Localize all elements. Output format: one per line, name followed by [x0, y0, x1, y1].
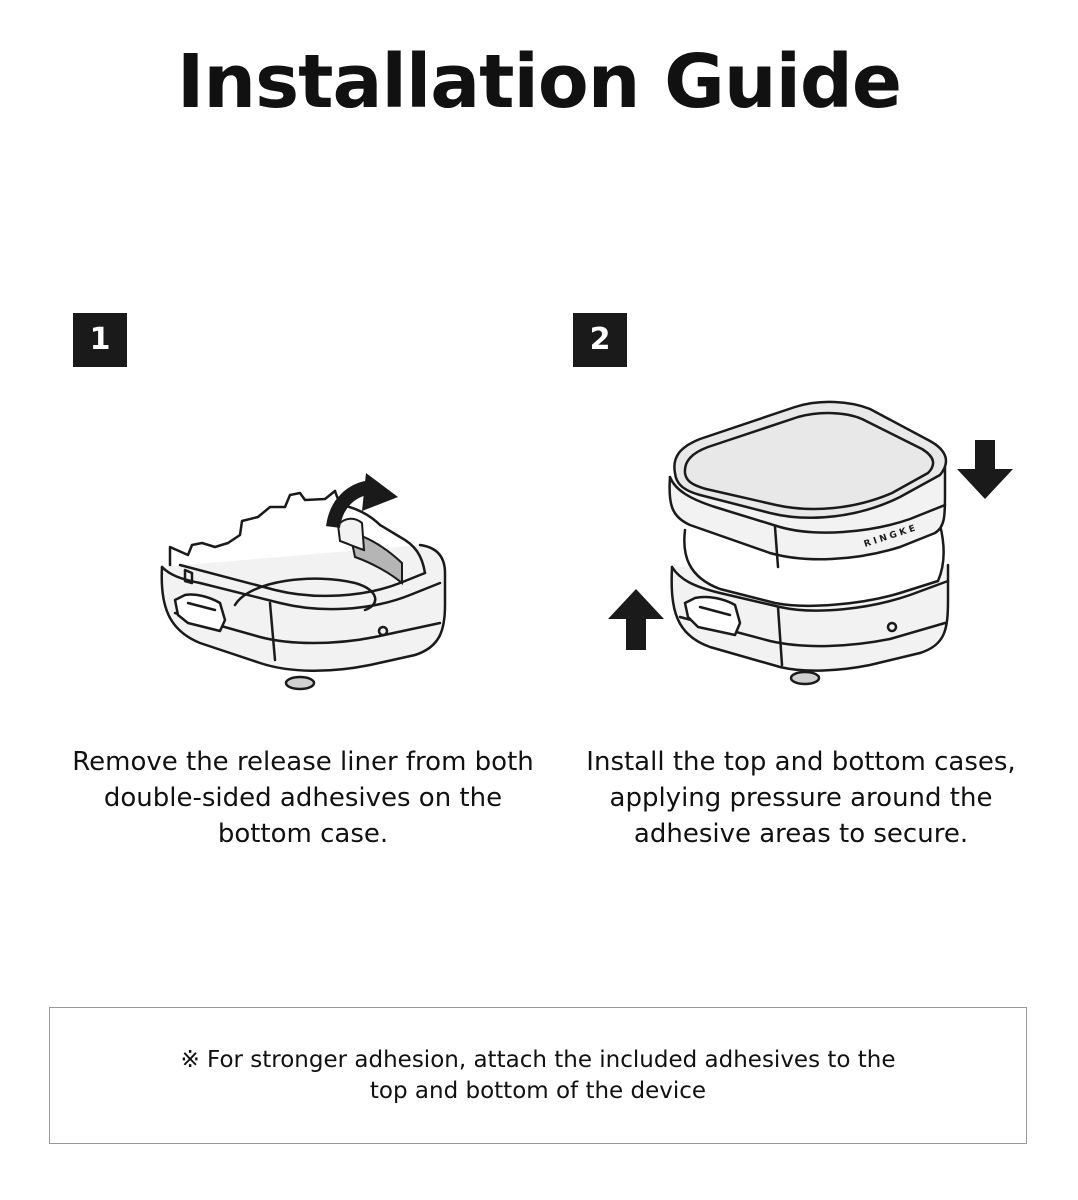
- step-1-badge: 1: [73, 313, 127, 367]
- step-1-description: Remove the release liner from both double-sided adhesives on the bottom case.: [72, 747, 534, 849]
- note-line-2: top and bottom of the device: [369, 1077, 707, 1104]
- step-2-badge: 2: [573, 313, 627, 367]
- arrow-up-icon: [608, 589, 664, 650]
- note-text: [180, 1045, 895, 1107]
- note-box: [49, 1007, 1027, 1144]
- assembled-case-illustration: [600, 395, 1030, 695]
- arrow-down-icon: [957, 440, 1013, 499]
- page-title: Installation Guide: [176, 39, 902, 125]
- bottom-case-illustration: [140, 455, 470, 700]
- brand-mark: RINGKE: [862, 522, 920, 550]
- step-2-description: Install the top and bottom cases, applying pressure around the adhesive areas to secure.: [586, 747, 1016, 849]
- note-line-1: ※ For stronger adhesion, attach the included adhesives to the: [180, 1046, 896, 1073]
- curved-arrow-icon: [333, 473, 398, 527]
